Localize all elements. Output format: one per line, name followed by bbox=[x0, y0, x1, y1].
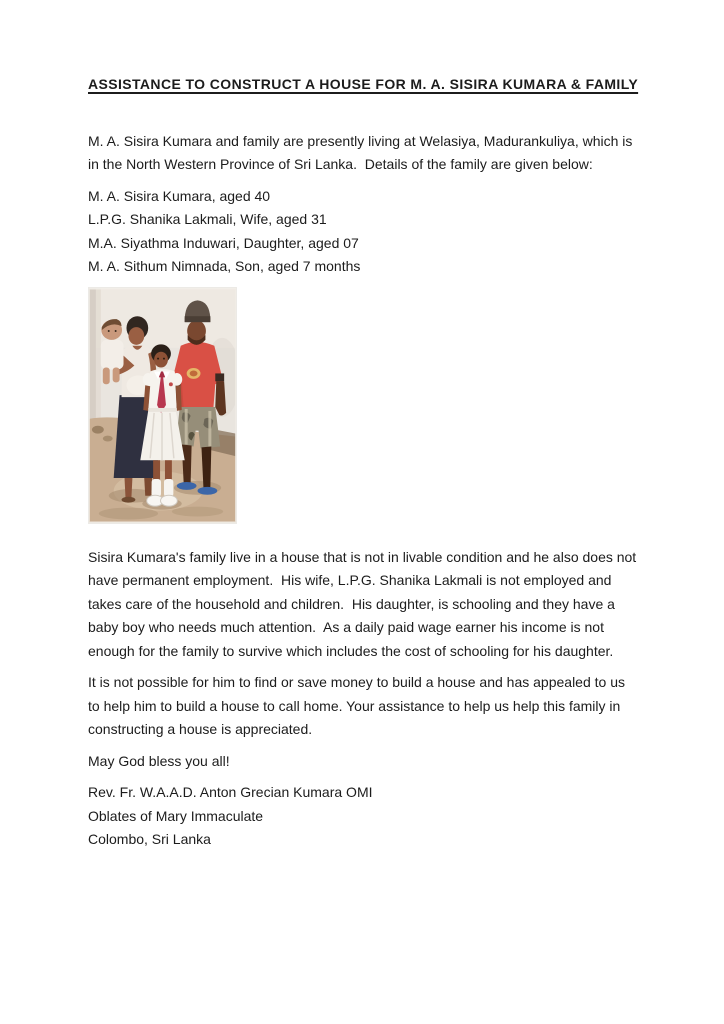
family-details-list bbox=[88, 185, 639, 279]
blessing-line: May God bless you all! bbox=[88, 752, 230, 769]
signature-organization: Oblates of Mary Immaculate bbox=[88, 807, 264, 824]
family-member-line: M. A. Sisira Kumara, aged 40 bbox=[88, 187, 271, 204]
family-member-line: M. A. Sithum Nimnada, Son, aged 7 months bbox=[88, 258, 361, 274]
family-member-line: L.P.G. Shanika Lakmali, Wife, aged 31 bbox=[88, 211, 327, 227]
family-photo bbox=[88, 287, 237, 524]
family-member-line: M.A. Siyathma Induwari, Daughter, aged 07 bbox=[88, 234, 359, 251]
intro-paragraph: M. A. Sisira Kumara and family are presently living at Welasiya, Madurankuliya, which is in the North Western Province of Sri Lanka. Details of the family are given below: bbox=[88, 132, 637, 172]
situation-paragraph: Sisira Kumara's family live in a house that is not in livable condition and he also does not have permanent employment. His wife, L.P.G. Shanika Lakmali is not employed and takes care of the household and children. His daughter, is schooling and they have a baby boy who needs much attention. As a daily paid wage earner his income is not enough for the family to survive which includes the cost of schooling for his daughter. bbox=[88, 548, 641, 659]
signature-name: Rev. Fr. W.A.A.D. Anton Grecian Kumara OMI bbox=[88, 784, 373, 800]
signature-block bbox=[88, 781, 639, 852]
document-title: ASSISTANCE TO CONSTRUCT A HOUSE FOR M. A. SISIRA KUMARA & FAMILY bbox=[88, 76, 639, 92]
appeal-paragraph: It is not possible for him to find or save money to build a house and has appealed to us to help him to build a house to call home. Your assistance to help us help this family in constructing a house is appreciated. bbox=[88, 674, 629, 737]
signature-location: Colombo, Sri Lanka bbox=[88, 831, 211, 847]
